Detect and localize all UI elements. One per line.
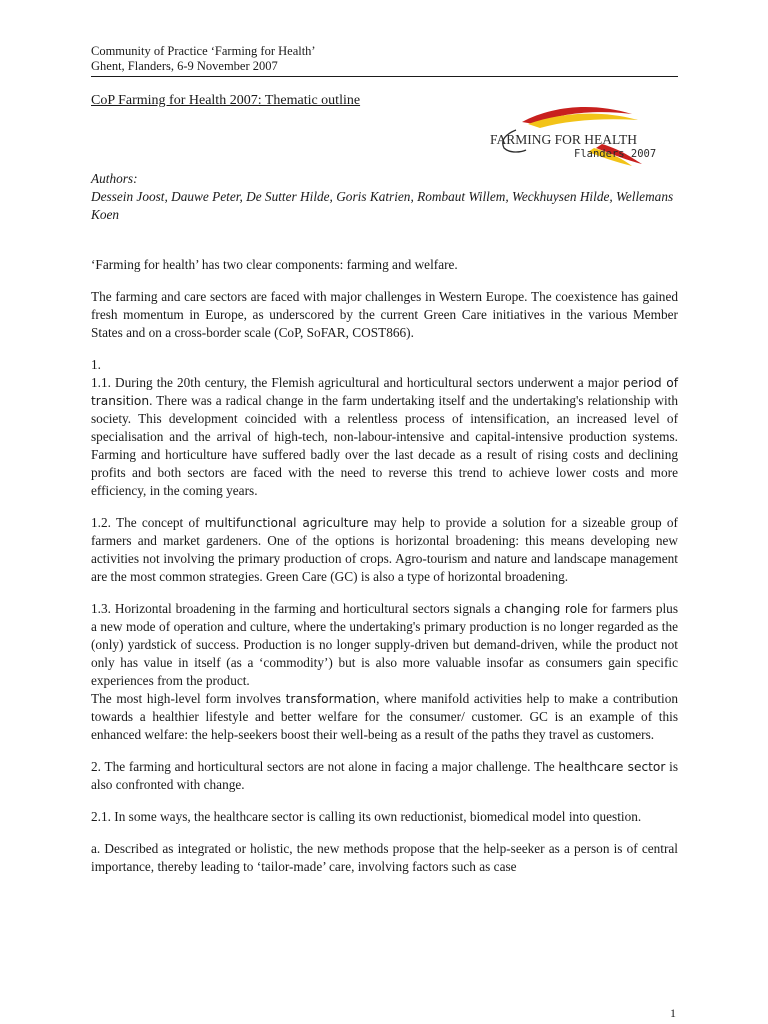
header-line-1: Community of Practice ‘Farming for Health’ (91, 44, 316, 58)
paragraph-a: a. Described as integrated or holistic, the new methods propose that the help-seeker as a person is of central importance, thereby leading to ‘tailor-made’ care, involving factors such as case (91, 841, 678, 874)
paragraph-1-2: 1.2. The concept of multifunctional agriculture may help to provide a solution for a sizeable group of farmers and market gardeners. One of the options is horizontal broadening: this means developing new activities not involving the primary production of crops. Agro-tourism and nature and landscape management are the most common strategies. Green Care (GC) is also a type of horizontal broadening. (91, 515, 678, 584)
authors-label: Authors: (91, 171, 138, 186)
paragraph-2-1: 2.1. In some ways, the healthcare sector is calling its own reductionist, biomedical model into question. (91, 809, 642, 824)
page-header (91, 44, 316, 74)
paragraph-challenges: The farming and care sectors are faced with major challenges in Western Europe. The coexistence has gained fresh momentum in Europe, as underscored by the current Green Care initiatives in the various Member States and on a cross-border scale (CoP, SoFAR, COST866). (91, 289, 678, 340)
intro-paragraph: ‘Farming for health’ has two clear components: farming and welfare. (91, 257, 458, 272)
header-line-2: Ghent, Flanders, 6-9 November 2007 (91, 59, 278, 73)
page-number: 1 (670, 1006, 676, 1020)
header-divider (91, 76, 678, 77)
emphasis-transformation: transformation (285, 692, 377, 706)
emphasis-changing-role: changing role (504, 602, 588, 616)
authors-block (91, 170, 678, 224)
farming-for-health-logo (482, 104, 678, 166)
document-body (91, 256, 678, 890)
paragraph-1-3: 1.3. Horizontal broadening in the farming and horticultural sectors signals a changing role for farmers plus a new mode of operation and culture, where the undertaking's primary production is no longer regarded as the (only) yardstick of success. Production is no longer supply-driven but demand-driven, while the product not only has value in itself (as a ‘commodity’) but is also more valuable insofar as consumers gain specific experiences from the product. (91, 601, 678, 688)
document-title: CoP Farming for Health 2007: Thematic outline (91, 93, 361, 108)
emphasis-healthcare-sector: healthcare sector (558, 760, 666, 774)
emphasis-multifunctional-agriculture: multifunctional agriculture (204, 516, 369, 530)
emphasis-period-of-transition: period of transition (91, 376, 679, 408)
logo-subtext: Flanders 2007 (574, 148, 657, 160)
logo-graphic (482, 104, 678, 166)
paragraph-1-3-continued: The most high-level form involves transformation, where manifold activities help to make a contribution towards a healthier lifestyle and better welfare for the consumer/ customer. GC is an example of this enhanced welfare: the help-seekers boost their well-being as a result of the paths they travel as customers. (91, 691, 679, 742)
authors-names: Dessein Joost, Dauwe Peter, De Sutter Hilde, Goris Katrien, Rombaut Willem, Weckhuysen Hilde, Wellemans Koen (91, 189, 674, 222)
section-1-number: 1. (91, 357, 101, 372)
paragraph-2: 2. The farming and horticultural sectors are not alone in facing a major challenge. The healthcare sector is also confronted with change. (91, 759, 678, 792)
paragraph-1-1: 1.1. During the 20th century, the Flemish agricultural and horticultural sectors underwent a major period of transition. There was a radical change in the farm undertaking itself and the undertaking's relationship with society. This development coincided with a relentless process of intensification, an increased level of specialisation and the arrival of high-tech, non-labour-intensive and capital-intensive production systems. Farming and horticulture have suffered badly over the last decade as a result of rising costs and declining profits and both sectors are faced with the need to reverse this trend to achieve lower costs and more efficiency, in the coming years. (91, 375, 679, 498)
logo-text: FARMING FOR HEALTH (490, 132, 638, 147)
